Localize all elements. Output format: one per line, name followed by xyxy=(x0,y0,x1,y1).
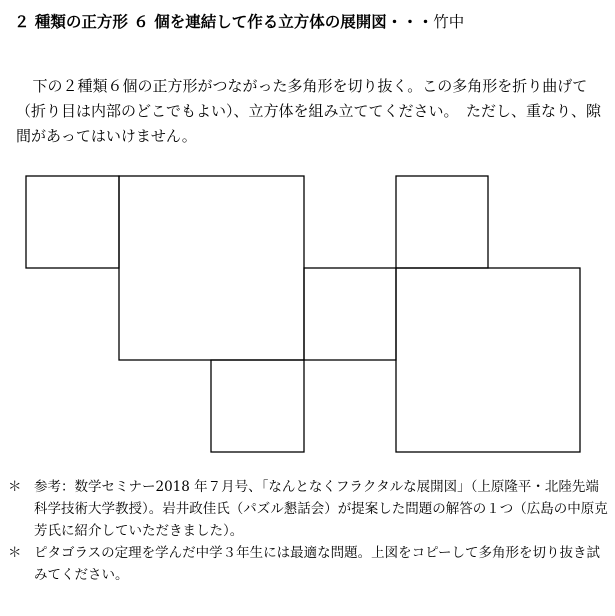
small-square-top-right xyxy=(396,176,488,268)
note-suggestion xyxy=(8,542,608,586)
problem-text: 下の２種類６個の正方形がつながった多角形を切り抜く。この多角形を折り曲げて（折り目は内部のどこでもよい）、立方体を組み立ててください。 ただし、重なり、隙間があってはいけません。 xyxy=(16,77,602,145)
large-square-right xyxy=(396,268,580,452)
note-mark: ＊ xyxy=(8,545,22,561)
title-separator: ・・・ xyxy=(386,13,434,31)
note-text: 参考：数学セミナー2018 年７月号、「なんとなくフラクタルな展開図」（上原隆平・北陸先端科学技術大学教授）。岩井政佳氏（パズル懇話会）が提案した問題の解答の１つ（広島の中原克芳氏に紹介していただきました）。 xyxy=(34,479,608,539)
large-square-left xyxy=(119,176,304,360)
note-reference xyxy=(8,476,608,542)
note-mark: ＊ xyxy=(8,479,22,495)
author-name: 竹中 xyxy=(433,13,465,31)
small-square-center xyxy=(304,268,396,360)
small-square-bottom-middle xyxy=(211,360,304,452)
small-square-top-left xyxy=(26,176,119,268)
notes xyxy=(8,476,608,586)
title-text: ２ 種類の正方形 ６ 個を連結して作る立方体の展開図 xyxy=(14,13,387,31)
note-text: ピタゴラスの定理を学んだ中学３年生には最適な問題。上図をコピーして多角形を切り抜き試みてください。 xyxy=(34,545,601,583)
